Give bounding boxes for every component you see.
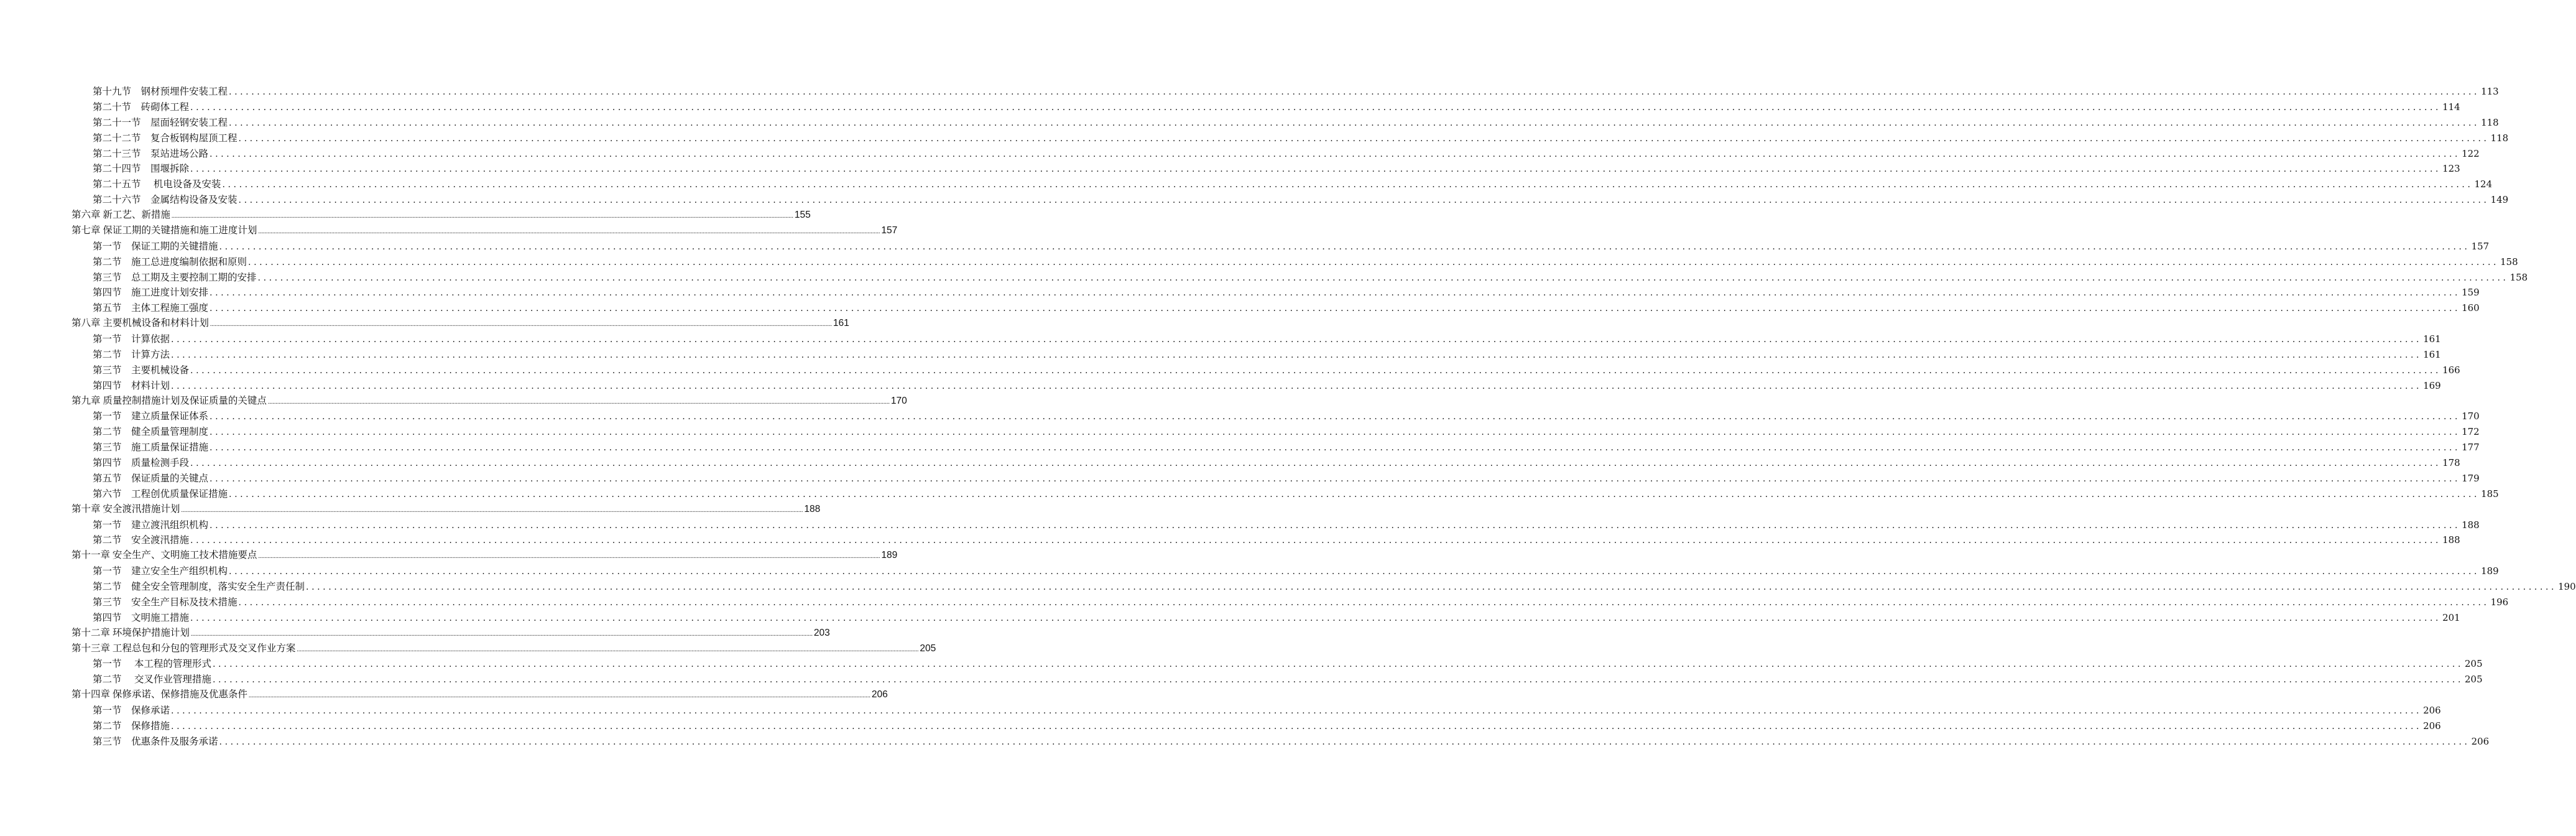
toc-page-number: 185 <box>2481 488 2499 499</box>
toc-page-number: 166 <box>2442 364 2460 376</box>
toc-section-entry[interactable] <box>72 595 2509 610</box>
toc-page-number: 159 <box>2462 287 2480 299</box>
toc-entry-title: 第七章 保证工期的关键措施和施工进度计划 <box>72 225 257 236</box>
toc-section-entry[interactable] <box>72 115 2499 131</box>
toc-entry-title: 第四节 文明施工措施 <box>93 611 190 623</box>
toc-page-number: 157 <box>881 225 898 236</box>
toc-section-entry[interactable] <box>72 518 2480 533</box>
dot-leader: ................................................................................................................................................................................................................................................................................................................................................................................................................ <box>229 567 2480 577</box>
toc-section-entry[interactable] <box>72 347 2441 363</box>
toc-chapter-entry[interactable] <box>72 394 907 409</box>
toc-entry-title: 第十一章 安全生产、文明施工技术措施要点 <box>72 550 257 561</box>
toc-chapter-entry[interactable] <box>72 548 898 564</box>
toc-section-entry[interactable] <box>72 285 2480 300</box>
dot-leader: ................................................................................................................................................................................................................................................................................................................................................................................................................ <box>306 582 2557 592</box>
toc-entry-title: 第三节 施工质量保证措施 <box>93 442 209 453</box>
toc-page-number: 206 <box>2423 705 2441 716</box>
toc-page-number: 189 <box>881 550 898 561</box>
toc-page-number: 177 <box>2462 442 2480 453</box>
toc-section-entry[interactable] <box>72 239 2490 254</box>
toc-section-entry[interactable] <box>72 440 2480 455</box>
dot-leader: ................................................................................................................................................................................................................................................................................................................................................................................................................ <box>248 257 2500 267</box>
toc-page-number: 170 <box>890 395 907 406</box>
dot-leader: ................................................................................................................................................................................................................................................................................................................................................................................................................ <box>210 304 2461 314</box>
dot-leader: ................................................................................................................................................................................................................................................................................................................................................................................................................ <box>210 321 832 328</box>
dot-leader: ................................................................................................................................................................................................................................................................................................................................................................................................................ <box>210 288 2461 299</box>
toc-entry-title: 第二节 计算方法 <box>93 348 170 360</box>
toc-section-entry[interactable] <box>72 100 2460 115</box>
toc-page-number: 124 <box>2474 179 2493 190</box>
dot-leader: ................................................................................................................................................................................................................................................................................................................................................................................................................ <box>210 473 2461 484</box>
toc-page-number: 160 <box>2462 302 2480 314</box>
toc-entry-title: 第六章 新工艺、新措施 <box>72 210 170 220</box>
dot-leader: ................................................................................................................................................................................................................................................................................................................................................................................................................ <box>257 272 2509 283</box>
toc-entry-title: 第一节 建立安全生产组织机构 <box>93 565 228 577</box>
toc-entry-title: 第四节 材料计划 <box>93 379 170 391</box>
toc-page-number: 206 <box>871 689 888 700</box>
toc-entry-title: 第三节 主要机械设备 <box>93 364 190 376</box>
toc-entry-title: 第二节 施工总进度编制依据和原则 <box>93 256 247 267</box>
dot-leader: ................................................................................................................................................................................................................................................................................................................................................................................................................ <box>238 133 2490 144</box>
toc-page-number: 118 <box>2481 116 2499 128</box>
dot-leader: ................................................................................................................................................................................................................................................................................................................................................................................................................ <box>267 398 890 406</box>
toc-section-entry[interactable] <box>72 270 2528 286</box>
toc-page-number: 155 <box>794 210 811 220</box>
toc-entry-title: 第二节 保修措施 <box>93 720 170 732</box>
dot-leader: ................................................................................................................................................................................................................................................................................................................................................................................................................ <box>219 736 2470 747</box>
toc-page-number: 114 <box>2442 101 2460 113</box>
toc-page-number: 118 <box>2490 132 2509 144</box>
toc-section-entry[interactable] <box>72 564 2499 579</box>
toc-chapter-entry[interactable] <box>72 208 811 223</box>
toc-page-number: 203 <box>813 627 830 638</box>
dot-leader: ................................................................................................................................................................................................................................................................................................................................................................................................................ <box>210 149 2461 159</box>
toc-entry-title: 第一节 本工程的管理形式 <box>93 658 211 670</box>
toc-section-entry[interactable] <box>72 424 2480 440</box>
toc-entry-title: 第一节 计算依据 <box>93 333 170 345</box>
dot-leader: ................................................................................................................................................................................................................................................................................................................................................................................................................ <box>171 335 2422 345</box>
toc-section-entry[interactable] <box>72 486 2499 502</box>
dot-leader: ................................................................................................................................................................................................................................................................................................................................................................................................................ <box>171 213 793 220</box>
toc-entry-title: 第二十五节 机电设备及安装 <box>93 179 221 190</box>
dot-leader: ................................................................................................................................................................................................................................................................................................................................................................................................................ <box>190 536 2442 546</box>
dot-leader: ................................................................................................................................................................................................................................................................................................................................................................................................................ <box>222 180 2473 190</box>
toc-entry-title: 第九章 质量控制措施计划及保证质量的关键点 <box>72 395 267 406</box>
toc-entry-title: 第四节 施工进度计划安排 <box>93 287 209 299</box>
toc-page-number: 161 <box>833 318 849 329</box>
dot-leader: ................................................................................................................................................................................................................................................................................................................................................................................................................ <box>190 458 2442 468</box>
dot-leader: ................................................................................................................................................................................................................................................................................................................................................................................................................ <box>190 164 2442 175</box>
toc-page-number: 205 <box>2465 658 2483 670</box>
toc-section-entry[interactable] <box>72 610 2460 626</box>
toc-page-number: 206 <box>2423 720 2441 732</box>
toc-entry-title: 第十三章 工程总包和分包的管理形式及交叉作业方案 <box>72 643 296 654</box>
toc-section-entry[interactable] <box>72 146 2480 162</box>
dot-leader: ................................................................................................................................................................................................................................................................................................................................................................................................................ <box>210 412 2461 422</box>
dot-leader: ................................................................................................................................................................................................................................................................................................................................................................................................................ <box>238 597 2490 608</box>
toc-chapter-entry[interactable] <box>72 316 849 332</box>
toc-entry-title: 第十四章 保修承诺、保修措施及优惠条件 <box>72 689 247 700</box>
toc-section-entry[interactable] <box>72 363 2460 378</box>
toc-page-number: 179 <box>2462 472 2480 484</box>
toc-entry-title: 第二十一节 屋面轻钢安装工程 <box>93 116 228 128</box>
toc-page-number: 172 <box>2462 426 2480 438</box>
toc-chapter-entry[interactable] <box>72 626 830 641</box>
toc-entry-title: 第四节 质量检测手段 <box>93 457 190 468</box>
toc-section-entry[interactable] <box>72 254 2518 270</box>
toc-page-number: 169 <box>2423 379 2441 391</box>
dot-leader: ................................................................................................................................................................................................................................................................................................................................................................................................................ <box>190 613 2442 623</box>
toc-entry-title: 第三节 优惠条件及服务承诺 <box>93 735 218 747</box>
toc-entry-title: 第一节 建立质量保证体系 <box>93 411 209 422</box>
toc-entry-title: 第二节 交叉作业管理措施 <box>93 674 211 685</box>
toc-page-number: 113 <box>2481 86 2499 97</box>
toc-chapter-entry[interactable] <box>72 687 888 703</box>
toc-page-number: 122 <box>2462 147 2480 159</box>
dot-leader: ................................................................................................................................................................................................................................................................................................................................................................................................................ <box>229 87 2480 97</box>
toc-page-number: 188 <box>804 503 821 514</box>
toc-page-number: 161 <box>2423 348 2441 360</box>
dot-leader: ................................................................................................................................................................................................................................................................................................................................................................................................................ <box>219 241 2470 252</box>
table-of-contents <box>72 84 2576 750</box>
toc-section-entry[interactable] <box>72 532 2460 548</box>
toc-section-entry[interactable] <box>72 378 2441 394</box>
toc-page-number: 205 <box>920 643 936 654</box>
toc-entry-title: 第六节 工程创优质量保证措施 <box>93 488 228 499</box>
toc-section-entry[interactable] <box>72 161 2460 177</box>
toc-entry-title: 第二节 安全渡汛措施 <box>93 534 190 546</box>
toc-chapter-entry[interactable] <box>72 502 821 518</box>
dot-leader: ................................................................................................................................................................................................................................................................................................................................................................................................................ <box>297 646 919 653</box>
toc-entry-title: 第八章 主要机械设备和材料计划 <box>72 318 209 329</box>
toc-entry-title: 第二节 健全安全管理制度，落实安全生产责任制 <box>93 581 305 592</box>
toc-page-number: 123 <box>2442 163 2460 175</box>
toc-page-number: 196 <box>2490 596 2509 608</box>
dot-leader: ................................................................................................................................................................................................................................................................................................................................................................................................................ <box>190 630 813 638</box>
toc-page-number: 158 <box>2500 256 2518 267</box>
dot-leader: ................................................................................................................................................................................................................................................................................................................................................................................................................ <box>171 721 2422 732</box>
dot-leader: ................................................................................................................................................................................................................................................................................................................................................................................................................ <box>171 350 2422 360</box>
dot-leader: ................................................................................................................................................................................................................................................................................................................................................................................................................ <box>181 506 803 514</box>
toc-section-entry[interactable] <box>72 192 2509 208</box>
toc-page-number: 161 <box>2423 333 2441 345</box>
toc-entry-title: 第一节 保修承诺 <box>93 705 170 716</box>
dot-leader: ................................................................................................................................................................................................................................................................................................................................................................................................................ <box>258 553 880 560</box>
toc-section-entry[interactable] <box>72 332 2441 347</box>
toc-page-number: 170 <box>2462 411 2480 422</box>
toc-entry-title: 第二十二节 复合板钢构屋顶工程 <box>93 132 238 144</box>
toc-section-entry[interactable] <box>72 656 2483 672</box>
toc-entry-title: 第二十三节 泵站进场公路 <box>93 147 209 159</box>
dot-leader: ................................................................................................................................................................................................................................................................................................................................................................................................................ <box>210 427 2461 438</box>
toc-section-entry[interactable] <box>72 734 2490 750</box>
toc-page-number: 188 <box>2462 519 2480 531</box>
toc-page-number: 189 <box>2481 565 2499 577</box>
toc-section-entry[interactable] <box>72 718 2441 734</box>
toc-entry-title: 第十九节 钢材预埋件安装工程 <box>93 86 228 97</box>
toc-page-number: 190 <box>2558 581 2576 592</box>
toc-chapter-entry[interactable] <box>72 223 898 239</box>
toc-entry-title: 第二十四节 围堰拆除 <box>93 163 190 175</box>
dot-leader: ................................................................................................................................................................................................................................................................................................................................................................................................................ <box>229 489 2480 499</box>
toc-section-entry[interactable] <box>72 471 2480 486</box>
toc-section-entry[interactable] <box>72 131 2509 146</box>
toc-page-number: 149 <box>2490 194 2509 206</box>
dot-leader: ................................................................................................................................................................................................................................................................................................................................................................................................................ <box>190 365 2442 376</box>
toc-page-number: 178 <box>2442 457 2460 468</box>
dot-leader: ................................................................................................................................................................................................................................................................................................................................................................................................................ <box>229 118 2480 128</box>
dot-leader: ................................................................................................................................................................................................................................................................................................................................................................................................................ <box>238 195 2490 206</box>
toc-entry-title: 第三节 安全生产目标及技术措施 <box>93 596 238 608</box>
dot-leader: ................................................................................................................................................................................................................................................................................................................................................................................................................ <box>212 675 2464 685</box>
toc-entry-title: 第一节 保证工期的关键措施 <box>93 240 218 252</box>
dot-leader: ................................................................................................................................................................................................................................................................................................................................................................................................................ <box>258 228 880 235</box>
dot-leader: ................................................................................................................................................................................................................................................................................................................................................................................................................ <box>212 659 2464 670</box>
toc-entry-title: 第三节 总工期及主要控制工期的安排 <box>93 271 257 283</box>
dot-leader: ................................................................................................................................................................................................................................................................................................................................................................................................................ <box>248 692 870 700</box>
dot-leader: ................................................................................................................................................................................................................................................................................................................................................................................................................ <box>171 706 2422 716</box>
toc-page-number: 157 <box>2471 240 2490 252</box>
toc-entry-title: 第二十节 砖砌体工程 <box>93 101 190 113</box>
toc-section-entry[interactable] <box>72 300 2480 316</box>
toc-entry-title: 第一节 建立渡汛组织机构 <box>93 519 209 531</box>
toc-section-entry[interactable] <box>72 84 2499 100</box>
toc-section-entry[interactable] <box>72 455 2460 471</box>
toc-page-number: 206 <box>2471 735 2490 747</box>
toc-section-entry[interactable] <box>72 579 2576 595</box>
toc-page-number: 188 <box>2442 534 2460 546</box>
toc-entry-title: 第十章 安全渡汛措施计划 <box>72 503 180 514</box>
toc-page-number: 158 <box>2509 271 2528 283</box>
toc-section-entry[interactable] <box>72 672 2483 687</box>
dot-leader: ................................................................................................................................................................................................................................................................................................................................................................................................................ <box>210 520 2461 531</box>
toc-section-entry[interactable] <box>72 177 2493 192</box>
toc-entry-title: 第二十六节 金属结构设备及安装 <box>93 194 238 206</box>
toc-entry-title: 第五节 主体工程施工强度 <box>93 302 209 314</box>
toc-page-number: 201 <box>2442 611 2460 623</box>
toc-section-entry[interactable] <box>72 703 2441 718</box>
dot-leader: ................................................................................................................................................................................................................................................................................................................................................................................................................ <box>190 102 2442 113</box>
toc-section-entry[interactable] <box>72 409 2480 424</box>
toc-page-number: 205 <box>2465 674 2483 685</box>
toc-entry-title: 第五节 保证质量的关键点 <box>93 472 209 484</box>
toc-chapter-entry[interactable] <box>72 641 936 657</box>
dot-leader: ................................................................................................................................................................................................................................................................................................................................................................................................................ <box>171 381 2422 391</box>
toc-entry-title: 第十二章 环境保护措施计划 <box>72 627 190 638</box>
toc-entry-title: 第二节 健全质量管理制度 <box>93 426 209 438</box>
dot-leader: ................................................................................................................................................................................................................................................................................................................................................................................................................ <box>210 443 2461 453</box>
